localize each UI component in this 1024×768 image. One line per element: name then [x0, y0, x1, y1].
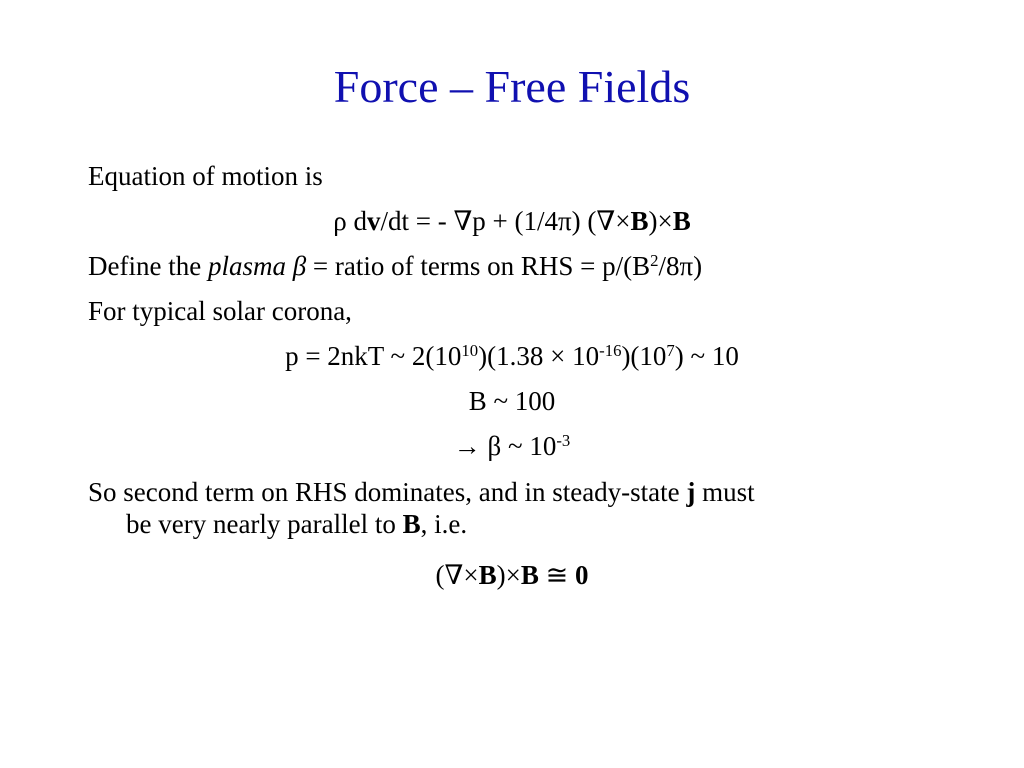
eq2-part: )(10 — [621, 341, 667, 371]
l2-part — [286, 251, 293, 281]
eq5-field-b: B — [478, 560, 497, 590]
l4-part: be very nearly parallel to — [126, 509, 403, 540]
eq5-field-b: B — [520, 560, 539, 590]
equation-pressure — [0, 340, 1024, 372]
l4-current-j: j — [686, 477, 696, 507]
eq1-field-b: B — [672, 206, 691, 236]
text-plasma-beta-definition — [88, 250, 702, 282]
eq5-part: ≅ — [538, 560, 575, 590]
text-steady-state — [88, 476, 948, 541]
eq2-part: p = 2nkT ~ 2(10 — [285, 341, 462, 371]
eq4-part: → β ~ 10 — [453, 431, 557, 461]
eq2-part: ) ~ 10 — [674, 341, 739, 371]
l4-continuation — [88, 508, 948, 540]
eq2-part: )(1.38 × 10 — [478, 341, 600, 371]
equation-field: B ~ 100 — [468, 386, 556, 416]
equation-beta — [0, 430, 1024, 462]
l4-part: , i.e. — [420, 509, 468, 540]
l2-part: /8π) — [658, 251, 703, 281]
eq2-sup: -16 — [599, 340, 622, 360]
equation-of-motion — [0, 205, 1024, 237]
eq2-sup: 7 — [666, 340, 675, 360]
l2-beta: β — [292, 251, 307, 281]
l2-sup: 2 — [650, 250, 659, 270]
eq2-sup: 10 — [461, 340, 479, 360]
eq1-velocity: v — [366, 206, 381, 236]
eq5-zero: 0 — [574, 560, 589, 590]
eq1-part: ρ d — [333, 206, 367, 236]
slide-title: Force – Free Fields — [333, 61, 691, 112]
eq1-part: /dt = - ∇p + (1/4π) (∇× — [380, 206, 631, 236]
l4-field-b: B — [402, 509, 421, 540]
text-solar-corona: For typical solar corona, — [88, 296, 352, 326]
eq4-sup: -3 — [556, 430, 571, 450]
eq5-part: )× — [496, 560, 521, 590]
l4-part: must — [695, 477, 755, 507]
text-equation-intro: Equation of motion is — [88, 161, 323, 191]
equation-force-free — [0, 559, 1024, 591]
eq1-field-b: B — [630, 206, 649, 236]
eq1-part: )× — [648, 206, 673, 236]
l2-part: Define the — [88, 251, 208, 281]
eq5-part: (∇× — [435, 560, 479, 590]
l4-part: So second term on RHS dominates, and in steady-state — [88, 477, 687, 507]
l2-part: = ratio of terms on RHS = p/(B — [306, 251, 651, 281]
l2-plasma: plasma — [207, 251, 286, 281]
